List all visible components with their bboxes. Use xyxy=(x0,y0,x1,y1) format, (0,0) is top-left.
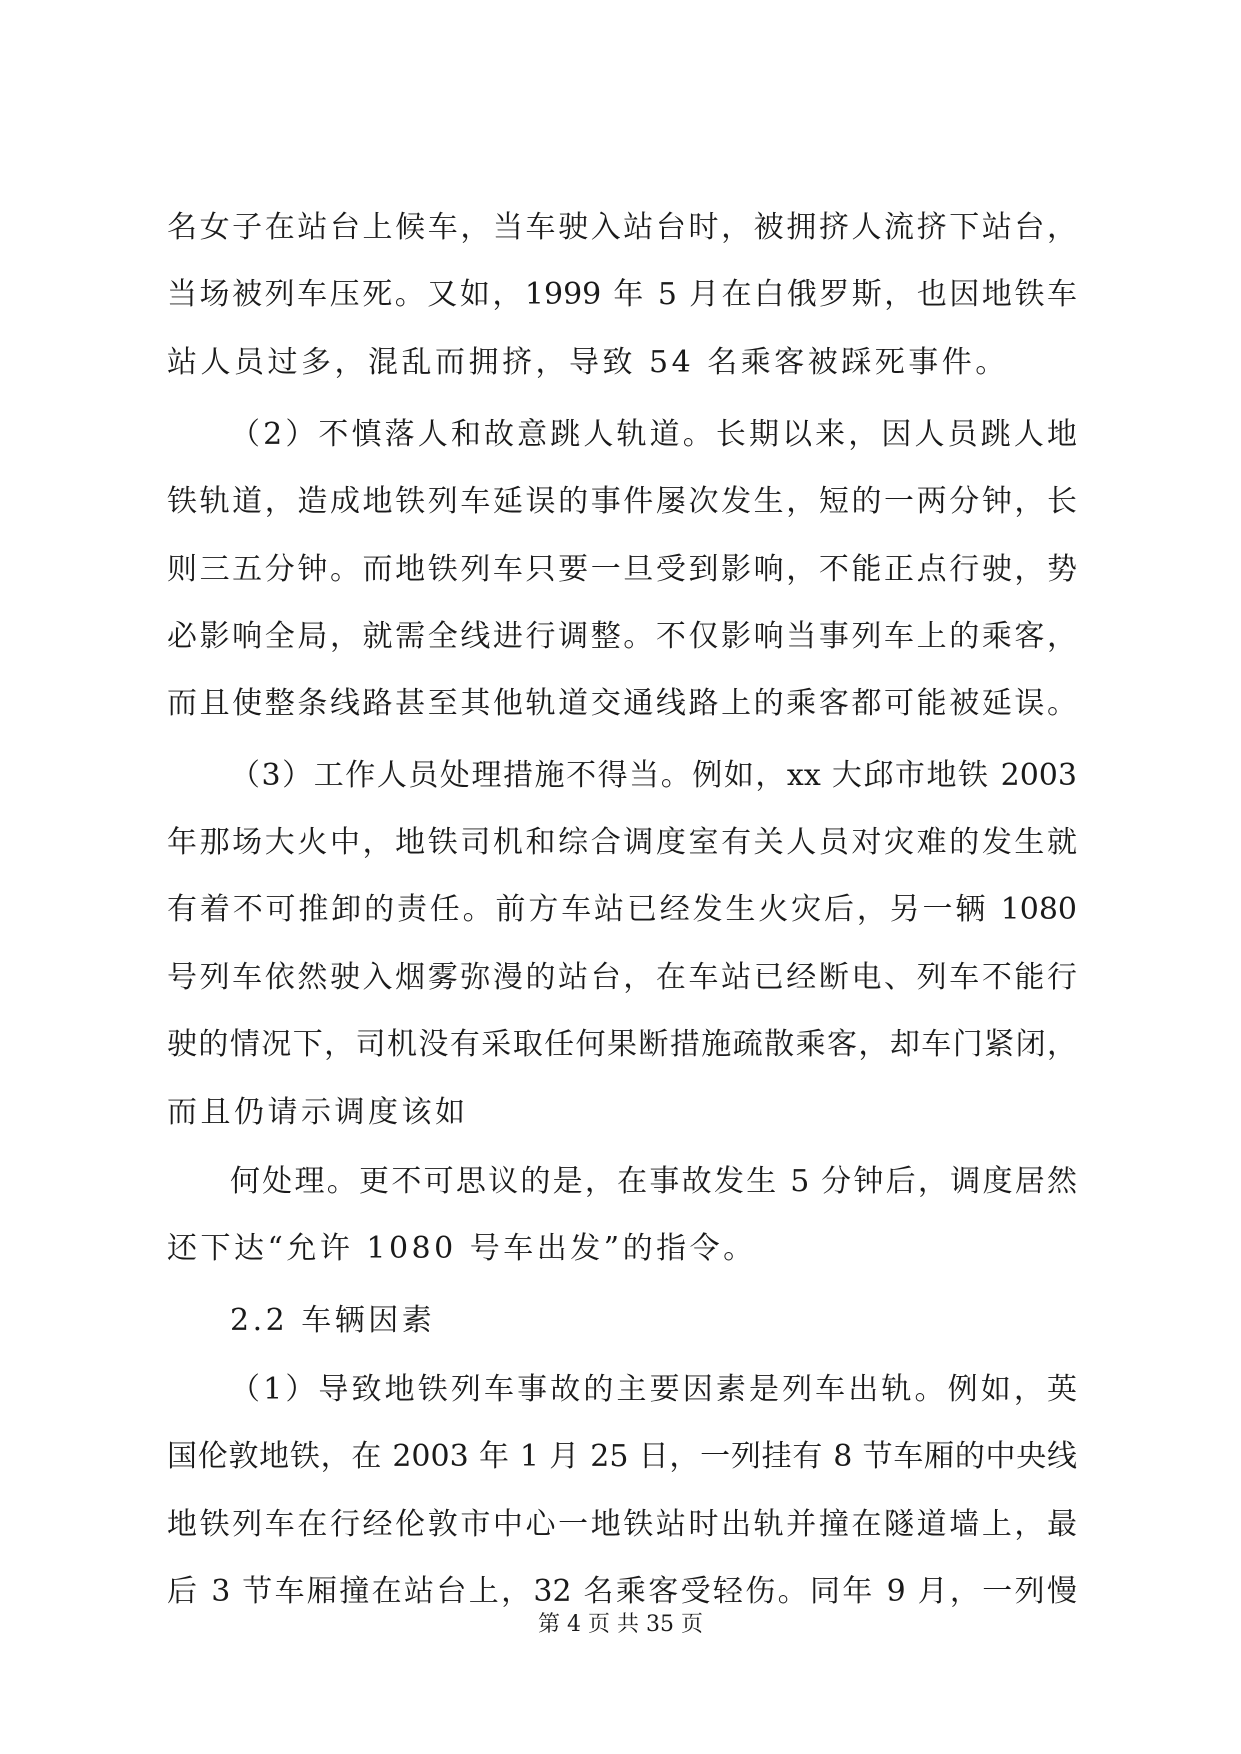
text-line: 必影响全局，就需全线进行调整。不仅影响当事列车上的乘客， xyxy=(167,619,1077,654)
text-line: 地铁列车在行经伦敦市中心一地铁站时出轨并撞在隧道墙上，最 xyxy=(167,1507,1077,1542)
page-number-footer: 第 4 页 共 35 页 xyxy=(538,1612,703,1637)
paragraph-start-line: （2）不慎落人和故意跳人轨道。长期以来，因人员跳人地 xyxy=(230,417,1077,452)
text-line: 当场被列车压死。又如，1999 年 5 月在白俄罗斯，也因地铁车 xyxy=(167,277,1077,312)
text-line: 则三五分钟。而地铁列车只要一旦受到影响，不能正点行驶，势 xyxy=(167,552,1077,587)
text-line: 号列车依然驶入烟雾弥漫的站台，在车站已经断电、列车不能行 xyxy=(167,960,1077,995)
text-line: 后 3 节车厢撞在站台上，32 名乘客受轻伤。同年 9 月，一列慢 xyxy=(167,1574,1077,1609)
text-line: 有着不可推卸的责任。前方车站已经发生火灾后，另一辆 1080 xyxy=(167,892,1077,927)
section-heading: 2.2 车辆因素 xyxy=(230,1303,436,1338)
text-line: 而且仍请示调度该如 xyxy=(167,1095,469,1130)
paragraph-start-line: 何处理。更不可思议的是，在事故发生 5 分钟后，调度居然 xyxy=(230,1164,1077,1199)
text-line: 而且使整条线路甚至其他轨道交通线路上的乘客都可能被延误。 xyxy=(167,686,1077,721)
text-line: 国伦敦地铁，在 2003 年 1 月 25 日，一列挂有 8 节车厢的中央线 xyxy=(167,1439,1077,1474)
paragraph-start-line: （1）导致地铁列车事故的主要因素是列车出轨。例如，英 xyxy=(230,1372,1077,1407)
text-line: 铁轨道，造成地铁列车延误的事件屡次发生，短的一两分钟，长 xyxy=(167,484,1077,519)
text-line: 名女子在站台上候车，当车驶入站台时，被拥挤人流挤下站台， xyxy=(167,210,1077,245)
text-line: 年那场大火中，地铁司机和综合调度室有关人员对灾难的发生就 xyxy=(167,825,1077,860)
text-line: 还下达“允许 1080 号车出发”的指令。 xyxy=(167,1231,757,1266)
paragraph-start-line: （3）工作人员处理措施不得当。例如，xx 大邱市地铁 2003 xyxy=(230,758,1077,793)
text-line: 驶的情况下，司机没有采取任何果断措施疏散乘客，却车门紧闭， xyxy=(167,1027,1077,1062)
text-line: 站人员过多，混乱而拥挤，导致 54 名乘客被踩死事件。 xyxy=(167,345,1009,380)
